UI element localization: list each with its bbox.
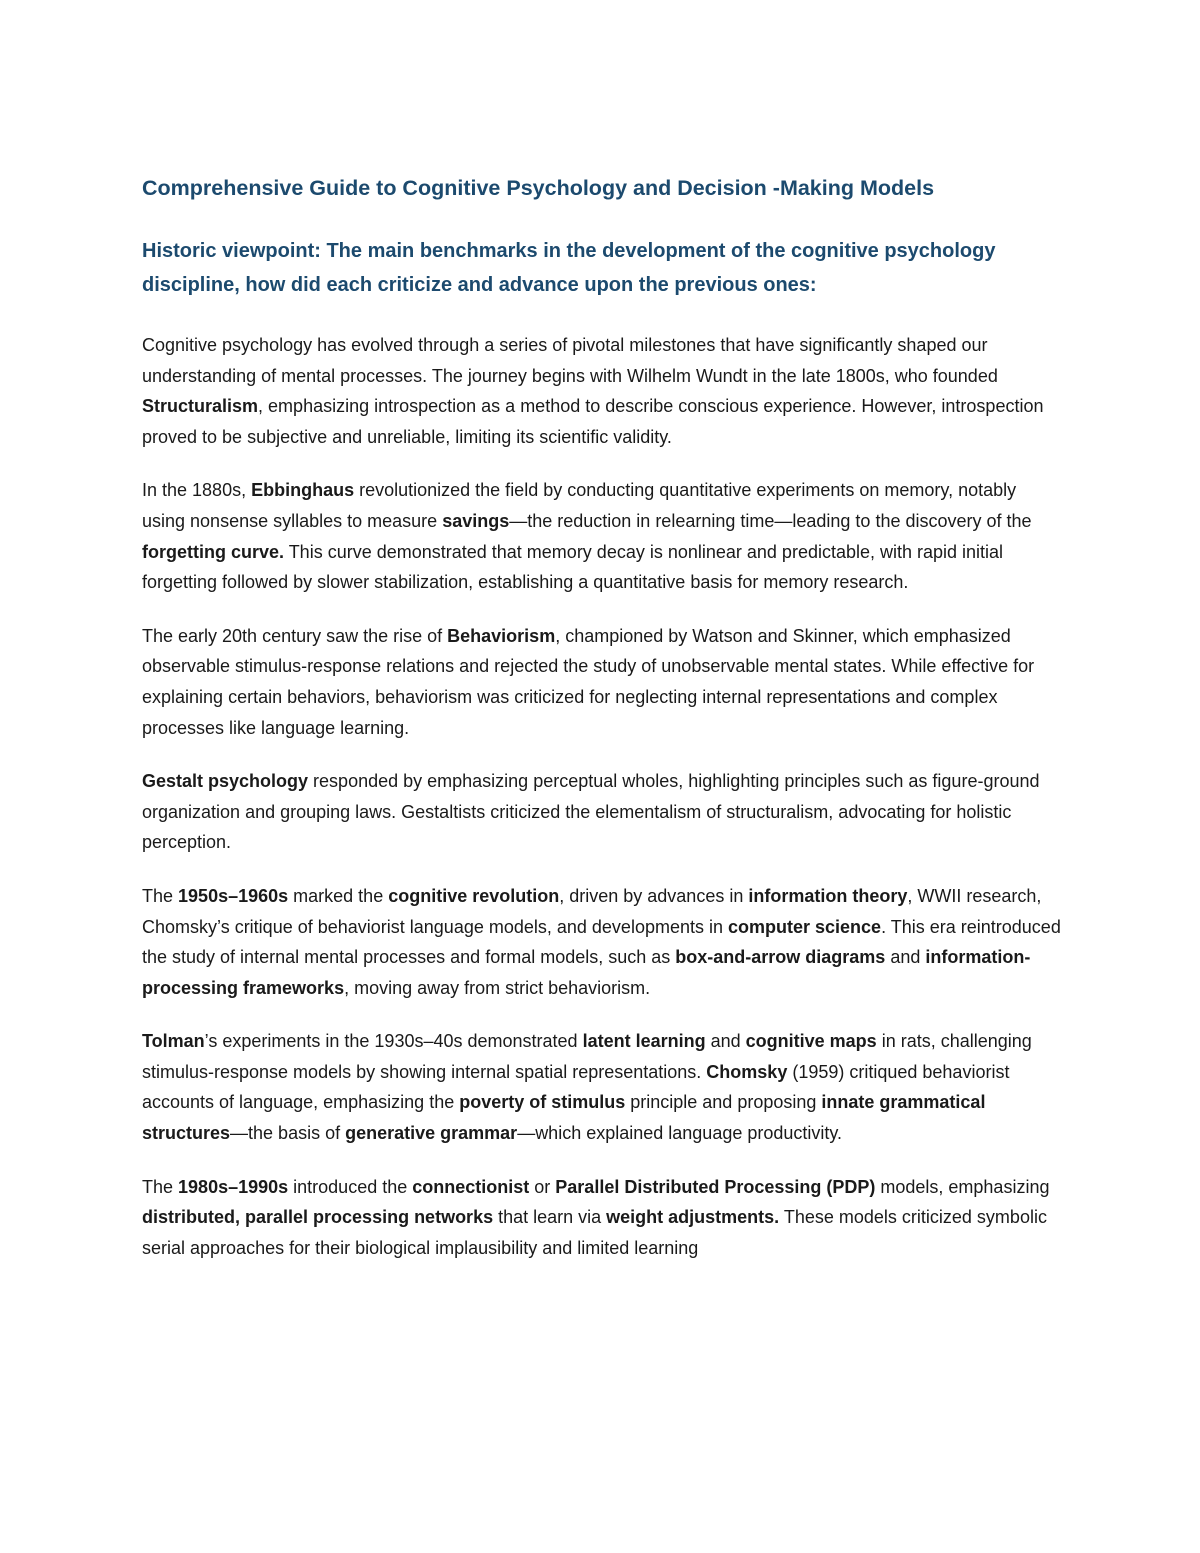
bold-term: weight adjustments. bbox=[606, 1207, 780, 1228]
bold-term: latent learning bbox=[582, 1031, 706, 1052]
bold-term: poverty of stimulus bbox=[459, 1092, 626, 1113]
body-paragraph bbox=[142, 621, 1062, 743]
text-run: principle and proposing bbox=[625, 1092, 822, 1113]
body-paragraph bbox=[142, 766, 1062, 858]
text-run: (1959) critiqued behaviorist accounts of language, emphasizing the bbox=[142, 1061, 1010, 1113]
bold-term: connectionist bbox=[412, 1176, 530, 1197]
bold-term: Ebbinghaus bbox=[251, 480, 355, 501]
document-title: Comprehensive Guide to Cognitive Psychology and Decision -Making Models bbox=[142, 176, 935, 200]
body-paragraph bbox=[142, 1172, 1062, 1264]
text-run: The early 20th century saw the rise of bbox=[142, 625, 448, 646]
bold-term: cognitive revolution bbox=[388, 885, 560, 906]
bold-term: Tolman bbox=[142, 1031, 205, 1052]
bold-term: Behaviorism bbox=[447, 625, 556, 646]
text-run: —the basis of bbox=[230, 1123, 346, 1144]
text-run: , moving away from strict behaviorism. bbox=[344, 977, 651, 998]
text-run: introduced the bbox=[288, 1176, 413, 1197]
text-run: revolutionized the field by conducting quantitative experiments on memory, notably using nonsense syllables to measure bbox=[142, 480, 1017, 531]
bold-term: generative grammar bbox=[345, 1123, 518, 1144]
text-run: that learn via bbox=[493, 1207, 607, 1228]
bold-term: Chomsky bbox=[706, 1061, 788, 1082]
text-run: marked the bbox=[288, 885, 389, 906]
text-run: ’s experiments in the 1930s–40s demonstrated bbox=[204, 1031, 583, 1052]
bold-term: cognitive maps bbox=[745, 1031, 877, 1052]
bold-term: 1980s–1990s bbox=[178, 1176, 289, 1197]
bold-term: information theory bbox=[748, 885, 908, 906]
text-run: , championed by Watson and Skinner, which emphasized observable stimulus-response relations and rejected the study of unobservable mental states. While effective for explaining certain behaviors, behaviorism was criticized for neglecting internal representations and complex processes like language learning. bbox=[142, 625, 1035, 738]
bold-term: innate grammatical structures bbox=[142, 1092, 986, 1144]
text-run: This curve demonstrated that memory decay is nonlinear and predictable, with rapid initial forgetting followed by slower stabilization, establishing a quantitative basis for memory research. bbox=[142, 541, 1004, 593]
text-run: models, emphasizing bbox=[875, 1176, 1050, 1197]
section-heading: Historic viewpoint: The main benchmarks in the development of the cognitive psychology discipline, how did each criticize and advance upon the previous ones: bbox=[142, 240, 996, 296]
text-run: and bbox=[885, 947, 926, 968]
text-run: and bbox=[705, 1031, 746, 1052]
text-run: —the reduction in relearning time—leading to the discovery of the bbox=[509, 510, 1032, 531]
bold-term: savings bbox=[442, 510, 510, 531]
text-run: . This era reintroduced the study of internal mental processes and formal models, such as bbox=[142, 916, 1061, 968]
text-run: The bbox=[142, 885, 179, 906]
text-run: , emphasizing introspection as a method to describe conscious experience. However, introspection proved to be subjective and unreliable, limiting its scientific validity. bbox=[142, 396, 1044, 447]
text-run: These models criticized symbolic serial approaches for their biological implausibility and limited learning bbox=[142, 1207, 1047, 1258]
text-run: The bbox=[142, 1176, 179, 1197]
bold-term: 1950s–1960s bbox=[178, 885, 289, 906]
bold-term: Gestalt psychology bbox=[142, 771, 309, 792]
bold-term: computer science bbox=[728, 916, 882, 937]
text-run: Cognitive psychology has evolved through a series of pivotal milestones that have significantly shaped our understanding of mental processes. The journey begins with Wilhelm Wundt in the late 1800s, who founded bbox=[142, 335, 998, 386]
bold-term: information-processing frameworks bbox=[142, 947, 1031, 998]
bold-term: box-and-arrow diagrams bbox=[675, 947, 886, 968]
text-run: In the 1880s, bbox=[142, 480, 252, 501]
bold-term: forgetting curve. bbox=[142, 541, 285, 562]
bold-term: distributed, parallel processing networks bbox=[142, 1207, 494, 1228]
page-content bbox=[142, 171, 1062, 1263]
body-paragraph bbox=[142, 1026, 1062, 1148]
body-paragraph bbox=[142, 881, 1062, 1003]
text-run: , driven by advances in bbox=[559, 885, 749, 906]
text-run: in rats, challenging stimulus-response models by showing internal spatial representations. bbox=[142, 1031, 1032, 1082]
body-paragraph bbox=[142, 475, 1062, 597]
body-paragraphs bbox=[142, 330, 1062, 1263]
text-run: —which explained language productivity. bbox=[517, 1123, 843, 1144]
bold-term: Parallel Distributed Processing (PDP) bbox=[555, 1176, 876, 1197]
text-run: or bbox=[529, 1176, 556, 1197]
text-run: , WWII research, Chomsky’s critique of behaviorist language models, and developments in bbox=[142, 885, 1042, 937]
text-run: responded by emphasizing perceptual wholes, highlighting principles such as figure-ground organization and grouping laws. Gestaltists criticized the elementalism of structuralism, advocating for holistic perception. bbox=[142, 771, 1040, 853]
bold-term: Structuralism bbox=[142, 396, 259, 417]
body-paragraph bbox=[142, 330, 1062, 452]
